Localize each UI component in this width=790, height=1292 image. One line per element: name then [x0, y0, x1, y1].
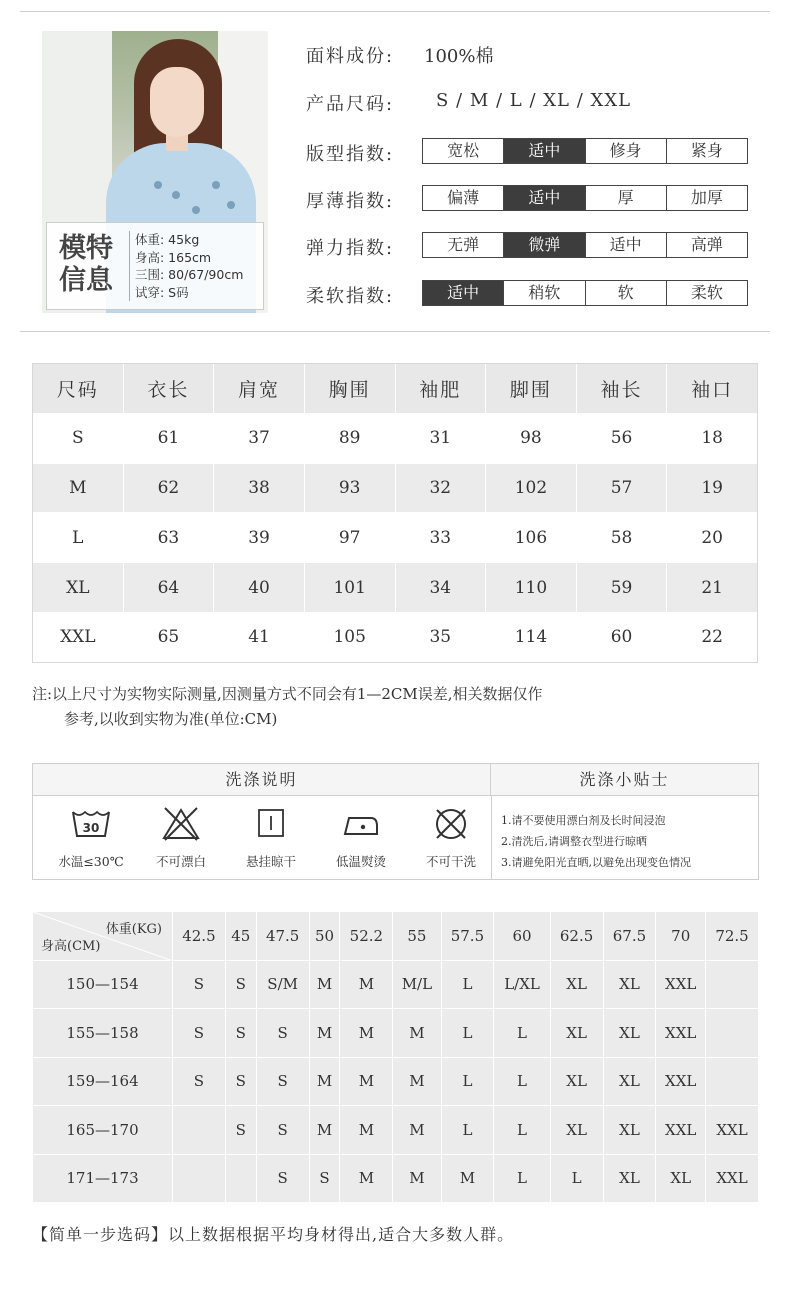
- table-cell: L: [441, 1009, 494, 1058]
- weight-header: 62.5: [550, 912, 603, 961]
- table-cell: [706, 960, 759, 1009]
- section-divider: [20, 331, 770, 332]
- wash-30-icon: [71, 806, 111, 842]
- table-row: [33, 612, 758, 662]
- index-option: 稍软: [504, 281, 585, 305]
- table-cell: 31: [395, 413, 486, 463]
- table-cell: S: [256, 1057, 309, 1106]
- model-measurements: 三围: 80/67/90cm: [135, 267, 244, 282]
- table-cell: S: [309, 1154, 340, 1203]
- sizes-value: S / M / L / XL / XXL: [436, 90, 632, 111]
- weight-header: 55: [393, 912, 441, 961]
- table-cell: M: [309, 1106, 340, 1155]
- no-bleach-label: 不可漂白: [155, 854, 206, 869]
- table-cell: XXL: [656, 960, 706, 1009]
- hw-corner-cell: [33, 912, 173, 961]
- table-cell: L: [441, 1106, 494, 1155]
- wash-tips-title: 洗涤小贴士: [491, 764, 758, 796]
- table-cell: M: [33, 463, 124, 513]
- table-cell: M: [393, 1154, 441, 1203]
- wash-temp-label: 水温≤30℃: [58, 854, 124, 869]
- index-label: 柔软指数:: [306, 286, 395, 307]
- table-cell: L/XL: [494, 960, 550, 1009]
- size-table: [32, 363, 758, 663]
- table-cell: 61: [123, 413, 214, 463]
- weight-header: 45: [225, 912, 256, 961]
- index-option: 微弹: [504, 233, 585, 257]
- no-bleach-icon: [161, 806, 201, 842]
- weight-header: 42.5: [173, 912, 226, 961]
- table-cell: XL: [603, 1057, 656, 1106]
- table-cell: M: [309, 1009, 340, 1058]
- table-cell: M: [393, 1009, 441, 1058]
- wash-instructions: [32, 763, 759, 880]
- index-option: 柔软: [690, 283, 723, 302]
- table-cell: 60: [576, 612, 667, 662]
- table-cell: M: [340, 1009, 393, 1058]
- size-table-header: 肩宽: [214, 364, 305, 414]
- table-cell: S: [225, 1009, 256, 1058]
- table-cell: [173, 1106, 226, 1155]
- table-cell: XL: [33, 563, 124, 613]
- index-option: 无弹: [423, 233, 504, 257]
- table-cell: 102: [486, 463, 577, 513]
- table-cell: 19: [667, 463, 758, 513]
- table-cell: M: [340, 1106, 393, 1155]
- table-row: [33, 1009, 759, 1058]
- note-line-2: 参考,以收到实物为准(单位:CM): [64, 710, 278, 728]
- no-dry-clean-label: 不可干洗: [425, 854, 476, 869]
- index-option: 修身: [586, 139, 667, 163]
- table-cell: 106: [486, 513, 577, 563]
- index-scale: [422, 185, 748, 211]
- weight-header: 70: [656, 912, 706, 961]
- table-row: [33, 1106, 759, 1155]
- height-weight-table: [32, 911, 759, 1203]
- weight-header: 47.5: [256, 912, 309, 961]
- top-divider: [20, 11, 770, 12]
- table-cell: 62: [123, 463, 214, 513]
- table-cell: S/M: [256, 960, 309, 1009]
- table-cell: 56: [576, 413, 667, 463]
- index-option: 紧身: [690, 141, 723, 160]
- table-cell: XL: [550, 960, 603, 1009]
- table-cell: S: [256, 1009, 309, 1058]
- weight-header: 72.5: [706, 912, 759, 961]
- table-cell: M: [309, 960, 340, 1009]
- table-cell: 57: [576, 463, 667, 513]
- table-cell: S: [33, 413, 124, 463]
- index-label: 版型指数:: [306, 144, 395, 165]
- table-cell: L: [441, 960, 494, 1009]
- table-cell: S: [256, 1106, 309, 1155]
- index-scale: [422, 232, 748, 258]
- fabric-value: 100%棉: [424, 46, 494, 67]
- table-cell: 32: [395, 463, 486, 513]
- table-cell: S: [173, 1057, 226, 1106]
- height-range: 159—164: [33, 1057, 173, 1106]
- model-info-title: 模特信息: [59, 233, 113, 296]
- height-range: 155—158: [33, 1009, 173, 1058]
- weight-header: 57.5: [441, 912, 494, 961]
- index-option: 偏薄: [423, 186, 504, 210]
- size-table-header: 胸围: [304, 364, 395, 414]
- index-option: 适中: [423, 281, 504, 305]
- table-cell: 64: [123, 563, 214, 613]
- table-cell: XXL: [33, 612, 124, 662]
- table-row: [33, 1154, 759, 1203]
- model-height: 身高: 165cm: [135, 249, 212, 265]
- height-axis-label: 身高(CM): [41, 938, 101, 954]
- table-cell: 114: [486, 612, 577, 662]
- table-cell: XL: [603, 1009, 656, 1058]
- index-option: 软: [586, 281, 667, 305]
- index-option: 适中: [504, 186, 585, 210]
- table-cell: M: [340, 1057, 393, 1106]
- table-cell: M: [340, 1154, 393, 1203]
- table-cell: S: [225, 1057, 256, 1106]
- weight-axis-label: 体重(KG): [105, 922, 162, 937]
- table-cell: 35: [395, 612, 486, 662]
- fabric-label: 面料成份:: [306, 46, 395, 67]
- table-cell: M/L: [393, 960, 441, 1009]
- height-range: 165—170: [33, 1106, 173, 1155]
- size-table-header: 袖口: [667, 364, 758, 414]
- table-cell: 33: [395, 513, 486, 563]
- height-range: 150—154: [33, 960, 173, 1009]
- table-cell: [706, 1009, 759, 1058]
- table-row: [33, 513, 758, 563]
- size-table-header: 脚围: [486, 364, 577, 414]
- table-row: [33, 960, 759, 1009]
- weight-header: 50: [309, 912, 340, 961]
- index-scale: [422, 138, 748, 164]
- size-table-header: 袖长: [576, 364, 667, 414]
- table-cell: S: [225, 960, 256, 1009]
- table-cell: M: [441, 1154, 494, 1203]
- table-cell: L: [33, 513, 124, 563]
- table-cell: XXL: [656, 1009, 706, 1058]
- table-cell: 58: [576, 513, 667, 563]
- table-cell: 97: [304, 513, 395, 563]
- table-cell: 105: [304, 612, 395, 662]
- index-option: 厚: [586, 186, 667, 210]
- table-cell: [706, 1057, 759, 1106]
- table-cell: M: [393, 1057, 441, 1106]
- table-cell: [173, 1154, 226, 1203]
- table-cell: 40: [214, 563, 305, 613]
- table-cell: XL: [550, 1057, 603, 1106]
- index-label: 厚薄指数:: [306, 191, 395, 212]
- index-option: 宽松: [423, 139, 504, 163]
- table-cell: S: [256, 1154, 309, 1203]
- table-cell: 39: [214, 513, 305, 563]
- height-range: 171—173: [33, 1154, 173, 1203]
- table-cell: 89: [304, 413, 395, 463]
- table-cell: XL: [550, 1106, 603, 1155]
- weight-header: 60: [494, 912, 550, 961]
- table-cell: XL: [656, 1154, 706, 1203]
- table-row: [33, 463, 758, 513]
- wash-title: 洗涤说明: [33, 764, 491, 796]
- table-cell: L: [494, 1106, 550, 1155]
- no-dry-clean-icon: [431, 806, 471, 842]
- low-iron-label: 低温熨烫: [335, 854, 386, 869]
- table-cell: L: [441, 1057, 494, 1106]
- model-size: 试穿: S码: [135, 284, 189, 300]
- table-cell: 18: [667, 413, 758, 463]
- table-cell: 110: [486, 563, 577, 613]
- wash-tips: [501, 810, 691, 873]
- table-cell: M: [309, 1057, 340, 1106]
- table-cell: L: [494, 1009, 550, 1058]
- table-row: [33, 1057, 759, 1106]
- table-cell: 21: [667, 563, 758, 613]
- table-cell: 65: [123, 612, 214, 662]
- table-row: [33, 563, 758, 613]
- sizes-label: 产品尺码:: [306, 94, 395, 115]
- low-iron-icon: [341, 806, 381, 842]
- table-cell: M: [393, 1106, 441, 1155]
- table-cell: 98: [486, 413, 577, 463]
- size-table-header: 袖肥: [395, 364, 486, 414]
- table-cell: S: [173, 960, 226, 1009]
- wash-temp-value: 30: [82, 821, 100, 835]
- table-cell: S: [173, 1009, 226, 1058]
- hang-dry-icon: [251, 806, 291, 842]
- table-cell: L: [494, 1057, 550, 1106]
- table-cell: M: [340, 960, 393, 1009]
- index-option: 适中: [504, 139, 585, 163]
- table-cell: [225, 1154, 256, 1203]
- table-cell: XXL: [706, 1154, 759, 1203]
- table-cell: XL: [550, 1009, 603, 1058]
- hang-dry-label: 悬挂晾干: [245, 854, 296, 869]
- index-option: 适中: [586, 233, 667, 257]
- table-cell: XXL: [656, 1057, 706, 1106]
- table-cell: XL: [603, 1106, 656, 1155]
- table-cell: XL: [603, 1154, 656, 1203]
- wash-tip-1: 1.请不要使用漂白剂及长时间浸泡: [501, 814, 666, 827]
- index-option: 高弹: [690, 235, 723, 254]
- table-cell: 38: [214, 463, 305, 513]
- table-cell: L: [494, 1154, 550, 1203]
- table-cell: XXL: [706, 1106, 759, 1155]
- table-cell: 41: [214, 612, 305, 662]
- table-cell: L: [550, 1154, 603, 1203]
- table-cell: 63: [123, 513, 214, 563]
- model-info-card: [46, 222, 264, 310]
- size-table-header: 尺码: [33, 364, 124, 414]
- index-label: 弹力指数:: [306, 238, 395, 259]
- index-option: 加厚: [690, 188, 723, 207]
- model-weight: 体重: 45kg: [135, 232, 200, 247]
- table-cell: XL: [603, 960, 656, 1009]
- weight-header: 52.2: [340, 912, 393, 961]
- table-cell: 59: [576, 563, 667, 613]
- index-scale: [422, 280, 748, 306]
- note-line-1: 注:以上尺寸为实物实际测量,因测量方式不同会有1—2CM误差,相关数据仅作: [32, 685, 543, 703]
- wash-tip-3: 3.请避免阳光直晒,以避免出现变色情况: [501, 856, 691, 869]
- table-cell: 93: [304, 463, 395, 513]
- table-cell: 101: [304, 563, 395, 613]
- weight-header: 67.5: [603, 912, 656, 961]
- table-cell: 37: [214, 413, 305, 463]
- table-cell: 20: [667, 513, 758, 563]
- table-cell: 22: [667, 612, 758, 662]
- size-tip-footer: 【简单一步选码】以上数据根据平均身材得出,适合大多数人群。: [32, 1225, 515, 1244]
- wash-tip-2: 2.清洗后,请调整衣型进行晾晒: [501, 835, 647, 848]
- model-info-list: [135, 231, 243, 301]
- size-table-header: 衣长: [123, 364, 214, 414]
- table-row: [33, 413, 758, 463]
- table-cell: S: [225, 1106, 256, 1155]
- measurement-note: [32, 682, 762, 732]
- table-cell: 34: [395, 563, 486, 613]
- table-cell: XXL: [656, 1106, 706, 1155]
